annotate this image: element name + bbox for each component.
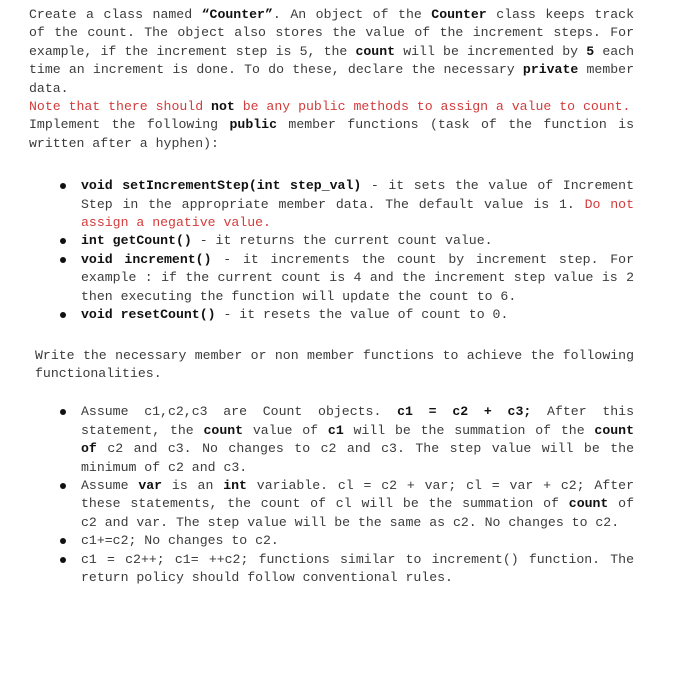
implement-paragraph: Implement the following public member functions (task of the function is written after a hyphen): — [29, 117, 634, 151]
member-functions-list — [81, 177, 634, 324]
list-item: void increment() - it increments the count by increment step. For example : if the current count is 4 and the increment step value is 2 then executing the function will update the count to 6. — [81, 251, 634, 306]
list-item: void setIncrementStep(int step_val) - it sets the value of Increment Step in the appropriate member data. The default value is 1. Do not assign a negative value. — [81, 177, 634, 232]
list-item: Assume c1,c2,c3 are Count objects. c1 = c2 + c3; After this statement, the count value of c1 will be the summation of the count of c2 and c3. No changes to c2 and c3. The step value will be the minimum of c2 and c3. — [81, 403, 634, 477]
list-item: void resetCount() - it resets the value of count to 0. — [81, 306, 634, 324]
list-item: c1+=c2; No changes to c2. — [81, 532, 634, 550]
functionalities-list — [81, 403, 634, 587]
list-item: int getCount() - it returns the current count value. — [81, 232, 634, 250]
section2-paragraph: Write the necessary member or non member functions to achieve the following functionalities. — [35, 347, 634, 381]
list-item: Assume var is an int variable. cl = c2 + var; cl = var + c2; After these statements, the count of cl will be the summation of count of c2 and var. The step value will be the same as c2. No changes to c2. — [81, 477, 634, 532]
intro-paragraph: Create a class named “Counter”. An object of the Counter class keeps track of the count. The object also stores the value of the increment steps. For example, if the increment step is 5, the count will be incremented by 5 each time an increment is done. To do these, declare the necessary private member data. — [29, 7, 635, 96]
list-item: c1 = c2++; c1= ++c2; functions similar to increment() function. The return policy should follow conventional rules. — [81, 551, 634, 588]
note-paragraph: Note that there should not be any public methods to assign a value to count. — [29, 99, 631, 115]
